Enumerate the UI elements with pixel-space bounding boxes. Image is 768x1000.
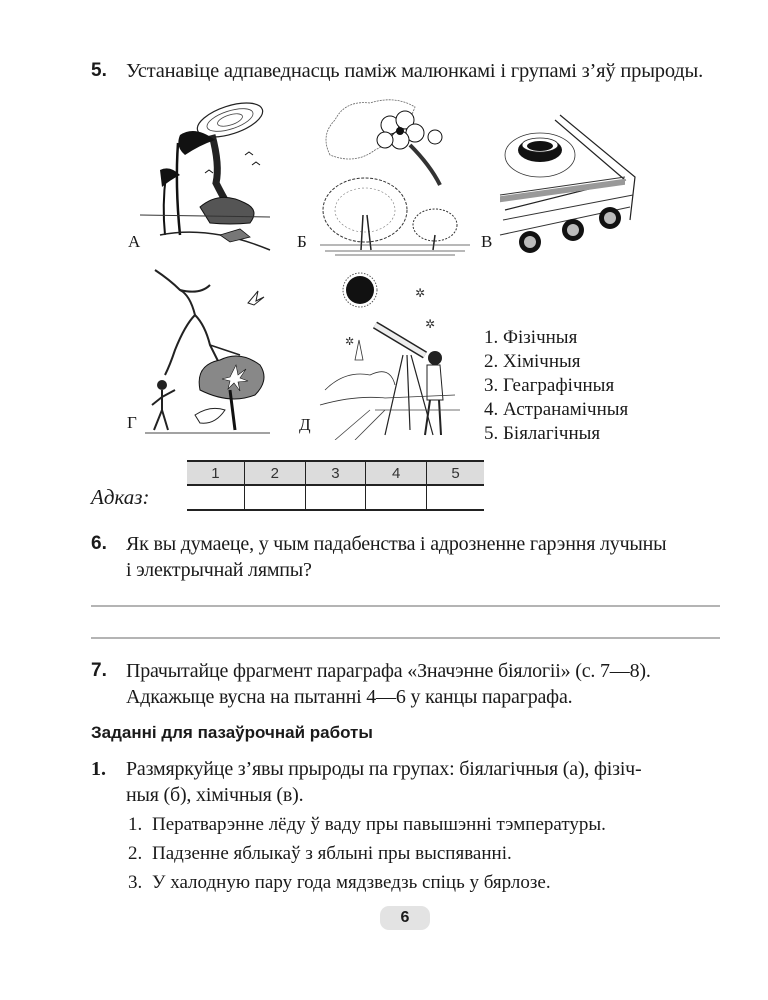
- picture-b-label: Б: [297, 232, 307, 251]
- group-item: 4. Астранамічныя: [484, 399, 629, 420]
- svg-text:✲: ✲: [425, 317, 436, 331]
- page-number-badge: 6: [380, 906, 430, 930]
- answer-writing-line[interactable]: [91, 605, 720, 607]
- telescope-eclipse-illustration: [315, 270, 465, 440]
- gas-stove-illustration: [495, 95, 640, 265]
- answer-table-row: [187, 485, 484, 510]
- homework-task-1-line-2: ныя (б), хімічныя (в).: [126, 784, 304, 806]
- answer-header-cell: 2: [244, 461, 305, 485]
- task-6-number: 6.: [91, 533, 107, 554]
- answer-input-cell[interactable]: [366, 485, 427, 510]
- item-number: 2.: [128, 843, 143, 864]
- homework-task-1-line-1: Размяркуйце з’явы прыроды па групах: біялагічныя (а), фізіч-: [126, 758, 642, 780]
- answer-input-cell[interactable]: [187, 485, 244, 510]
- homework-item-3: [128, 872, 551, 894]
- picture-e: [315, 270, 465, 440]
- task-6-line-2: і электрычнай лямпы?: [126, 559, 312, 581]
- item-text: Ператварэнне лёду ў ваду пры павышэнні тэмпературы.: [152, 814, 606, 835]
- picture-c: [495, 95, 640, 265]
- picture-d: [140, 265, 280, 440]
- task-7-line-2: Адкажыце вусна на пытанні 4—6 у канцы параграфа.: [126, 686, 573, 708]
- picture-e-label: Д: [299, 415, 311, 434]
- task-6-line-1: Як вы думаеце, у чым падабенства і адрозненне гарэння лучыны: [126, 533, 667, 555]
- lightning-strike-illustration: [140, 265, 280, 440]
- answer-input-cell[interactable]: [244, 485, 305, 510]
- answer-label: Адказ:: [91, 485, 150, 509]
- picture-c-label: В: [481, 232, 493, 251]
- homework-item-2: [128, 843, 512, 865]
- answer-table-header: [187, 461, 484, 485]
- item-number: 3.: [128, 872, 143, 893]
- answer-header-cell: 1: [187, 461, 244, 485]
- item-text: У халодную пару года мядзведзь спіць у бярлозе.: [152, 872, 551, 893]
- answer-writing-line[interactable]: [91, 637, 720, 639]
- task-5-number: 5.: [91, 60, 107, 81]
- blossoming-trees-illustration: [315, 95, 475, 260]
- group-item: 3. Геаграфічныя: [484, 375, 615, 396]
- homework-task-1-number: 1.: [91, 758, 106, 780]
- item-text: Падзенне яблыкаў з яблыні пры выспяванні.: [152, 843, 512, 864]
- task-5-text: Устанавіце адпаведнасць паміж малюнкамі і групамі з’яў прыроды.: [126, 60, 704, 82]
- answer-input-cell[interactable]: [427, 485, 485, 510]
- homework-section-title: Заданні для пазаўрочнай работы: [91, 723, 373, 742]
- answer-header-cell: 3: [305, 461, 366, 485]
- item-number: 1.: [128, 814, 143, 835]
- group-item: 5. Біялагічныя: [484, 423, 601, 444]
- group-item: 2. Хімічныя: [484, 351, 581, 372]
- picture-d-label: Г: [127, 413, 137, 432]
- answer-table: [187, 460, 484, 511]
- svg-text:✲: ✲: [345, 335, 355, 348]
- answer-input-cell[interactable]: [305, 485, 366, 510]
- answer-header-cell: 5: [427, 461, 485, 485]
- task-7-line-1: Прачытайце фрагмент параграфа «Значэнне біялогіі» (с. 7—8).: [126, 660, 651, 682]
- phenomena-groups-list: [484, 326, 628, 446]
- answer-header-cell: 4: [366, 461, 427, 485]
- picture-b: [315, 95, 475, 260]
- task-7-number: 7.: [91, 660, 107, 681]
- svg-text:✲: ✲: [415, 286, 426, 300]
- tornado-storm-illustration: [120, 95, 280, 260]
- picture-a: [120, 95, 280, 260]
- homework-item-1: [128, 814, 606, 836]
- picture-a-label: А: [128, 232, 141, 251]
- group-item: 1. Фізічныя: [484, 327, 578, 348]
